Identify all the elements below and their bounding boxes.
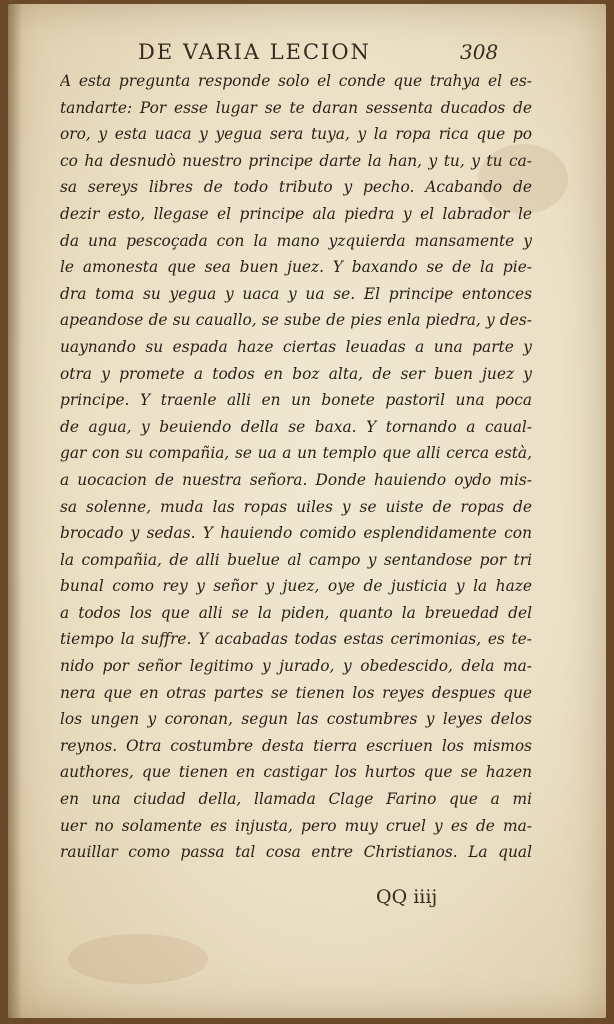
text-line: tandarte: Por esse lugar se te daran sessenta ducados de bbox=[60, 98, 532, 117]
text-line: sa sereys libres de todo tributo y pecho. Acabando de bbox=[60, 178, 532, 197]
text-line: nido por señor legitimo y jurado, y obedescido, dela ma- bbox=[60, 657, 532, 676]
text-line: nera que en otras partes se tienen los reyes despues que bbox=[60, 683, 532, 702]
paper-stain bbox=[68, 934, 208, 984]
signature-mark: QQ iiij bbox=[376, 886, 438, 908]
text-line: apeandose de su cauallo, se sube de pies enla piedra, y des- bbox=[60, 311, 532, 330]
page-spine-shadow bbox=[8, 4, 22, 1018]
text-line: A esta pregunta responde solo el conde que trahya el es- bbox=[60, 72, 532, 90]
text-line: da una pescoçada con la mano yzquierda mansamente y bbox=[60, 231, 532, 250]
text-line: la compañia, de alli buelue al campo y sentandose por tri bbox=[60, 550, 532, 569]
text-line: dezir esto, llegase el principe ala piedra y el labrador le bbox=[60, 204, 532, 223]
text-line: gar con su compañia, se ua a un templo que alli cerca està, bbox=[60, 444, 532, 463]
text-line: oro, y esta uaca y yegua sera tuya, y la ropa rica que po bbox=[60, 125, 532, 144]
text-line: uer no solamente es injusta, pero muy cruel y es de ma- bbox=[60, 816, 532, 835]
text-line: a uocacion de nuestra señora. Donde hauiendo oydo mis- bbox=[60, 470, 532, 489]
text-line: authores, que tienen en castigar los hurtos que se hazen bbox=[60, 763, 532, 782]
text-line: en una ciudad della, llamada Clage Farino que a mi bbox=[60, 790, 532, 809]
text-line: dra toma su yegua y uaca y ua se. El principe entonces bbox=[60, 284, 532, 303]
text-line: de agua, y beuiendo della se baxa. Y tornando a caual- bbox=[60, 417, 532, 436]
body-text bbox=[60, 68, 532, 866]
text-line: sa solenne, muda las ropas uiles y se uiste de ropas de bbox=[60, 497, 532, 516]
text-line: reynos. Otra costumbre desta tierra escriuen los mismos bbox=[60, 736, 532, 755]
text-line: los ungen y coronan, segun las costumbres y leyes delos bbox=[60, 710, 532, 729]
page-header bbox=[8, 40, 606, 70]
text-line: a todos los que alli se la piden, quanto la breuedad del bbox=[60, 603, 532, 622]
running-head: DE VARIA LECION bbox=[138, 40, 371, 64]
text-line: otra y promete a todos en boz alta, de ser buen juez y bbox=[60, 364, 532, 383]
text-line: principe. Y traenle alli en un bonete pastoril una poca bbox=[60, 391, 532, 410]
text-line: bunal como rey y señor y juez, oye de justicia y la haze bbox=[60, 577, 532, 596]
text-line: tiempo la suffre. Y acabadas todas estas cerimonias, es te- bbox=[60, 630, 532, 649]
text-line: rauillar como passa tal cosa entre Christianos. La qual bbox=[60, 843, 532, 862]
book-page bbox=[8, 4, 606, 1018]
page-number: 308 bbox=[460, 40, 499, 64]
text-line: le amonesta que sea buen juez. Y baxando se de la pie- bbox=[60, 258, 532, 277]
text-line: co ha desnudò nuestro principe darte la han, y tu, y tu ca- bbox=[60, 151, 532, 170]
text-line: brocado y sedas. Y hauiendo comido esplendidamente con bbox=[60, 524, 532, 543]
text-line: uaynando su espada haze ciertas leuadas a una parte y bbox=[60, 337, 532, 356]
